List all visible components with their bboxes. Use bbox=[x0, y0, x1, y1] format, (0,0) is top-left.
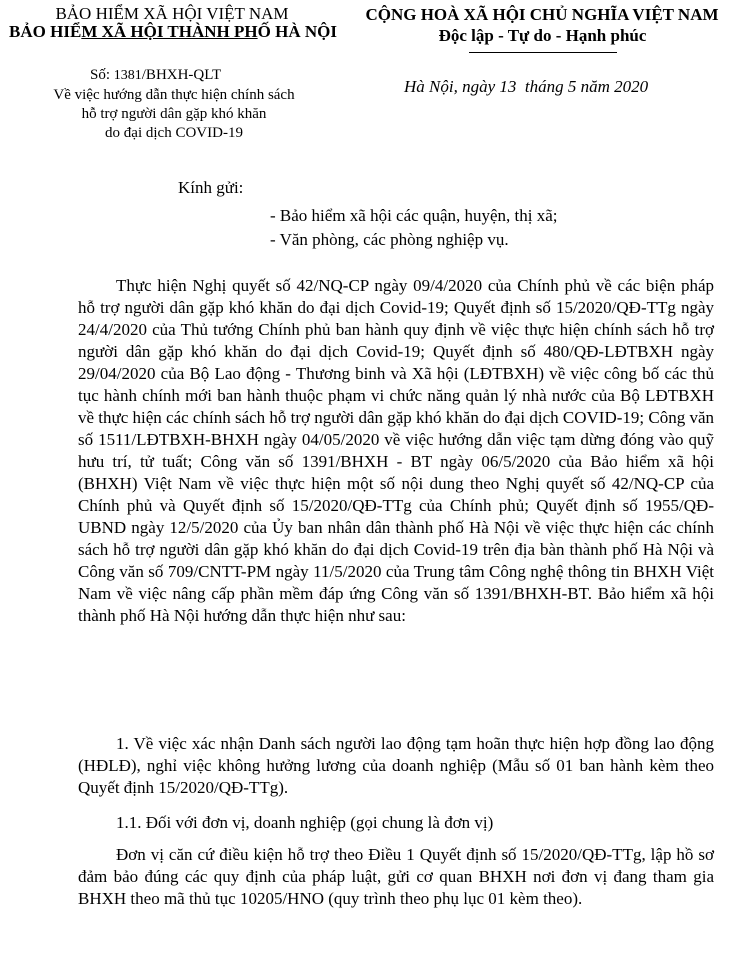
intro-paragraph: Thực hiện Nghị quyết số 42/NQ-CP ngày 09/4/2020 của Chính phủ về các biện pháp hỗ trợ người dân gặp khó khăn do đại dịch Covid-19; Quyết định số 15/2020/QĐ-TTg ngày 24/4/2020 của Thủ tướng Chính phủ ban hành quy định về việc thực hiện chính sách hỗ trợ người dân gặp khó khăn do đại dịch Covid-19; Quyết định số 480/QĐ-LĐTBXH ngày 29/04/2020 của Bộ Lao động - Thương binh và Xã hội (LĐTBXH) về việc công bố các thủ tục hành chính mới ban hành thuộc phạm vi chức năng quản lý nhà nước của Bộ LĐTBXH về thực hiện các chính sách hỗ trợ người dân gặp khó khăn do đại dịch COVID-19; Công văn số 1511/LĐTBXH-BHXH ngày 04/05/2020 về việc hướng dẫn việc tạm dừng đóng vào quỹ hưu trí, tử tuất; Công văn số 1391/BHXH - BT ngày 06/5/2020 của Bảo hiểm xã hội (BHXH) Việt Nam về việc thực hiện một số nội dung theo Nghị quyết số 42/NQ-CP của Chính phủ và Quyết định số 15/2020/QĐ-TTg của Chính phủ; Quyết định số 1955/QĐ-UBND ngày 12/5/2020 của Ủy ban nhân dân thành phố Hà Nội về việc thực hiện các chính sách hỗ trợ người dân gặp khó khăn do đại dịch Covid-19 trên địa bàn thành phố Hà Nội và Công văn số 709/CNTT-PM ngày 11/5/2020 của Trung tâm Công nghệ thông tin BHXH Việt Nam về việc nâng cấp phần mềm đáp ứng Công văn số 1391/BHXH-BT. Bảo hiểm xã hội thành phố Hà Nội hướng dẫn thực hiện như sau: bbox=[78, 276, 714, 625]
date-prefix: Hà Nội, ngày bbox=[404, 77, 496, 96]
addressee-label: Kính gửi: bbox=[178, 178, 244, 197]
nation-title: CỘNG HOÀ XÃ HỘI CHỦ NGHĨA VIỆT NAM bbox=[365, 5, 719, 24]
recipient-item: - Bảo hiểm xã hội các quận, huyện, thị xã; bbox=[270, 206, 558, 225]
date-month: 5 bbox=[567, 77, 577, 96]
motto-underline bbox=[469, 52, 617, 53]
document-number bbox=[90, 67, 221, 84]
date-day: 13 bbox=[499, 77, 517, 96]
issuer-parent-org: BẢO HIỂM XÃ HỘI VIỆT NAM bbox=[55, 4, 289, 23]
doc-no-suffix: /BHXH-QLT bbox=[141, 67, 222, 83]
doc-no-value: 1381 bbox=[113, 68, 142, 83]
doc-no-label: Số: bbox=[90, 67, 111, 83]
unit-paragraph: Đơn vị căn cứ điều kiện hỗ trợ theo Điều 1 Quyết định số 15/2020/QĐ-TTg, lập hồ sơ đảm bảo đúng các quy định của pháp luật, gửi cơ quan BHXH nơi đơn vị đang tham gia BHXH theo mã thủ tục 10205/HNO (quy trình theo phụ lục 01 kèm theo). bbox=[78, 845, 714, 908]
date-year: năm 2020 bbox=[580, 77, 649, 96]
issuer-org-part3: Ố HÀ NỘI bbox=[257, 22, 337, 41]
document-date bbox=[404, 77, 648, 97]
section-1-1-heading: 1.1. Đối với đơn vị, doanh nghiệp (gọi chung là đơn vị) bbox=[116, 813, 494, 832]
subject-line: Về việc hướng dẫn thực hiện chính sách bbox=[53, 87, 295, 103]
issuer-org-part2: M XÃ HỘI THÀNH PH bbox=[81, 22, 258, 41]
nation-motto: Độc lập - Tự do - Hạnh phúc bbox=[438, 26, 647, 45]
issuer-org bbox=[8, 22, 338, 42]
document-subject bbox=[24, 86, 324, 143]
subject-line: hỗ trợ người dân gặp khó khăn bbox=[81, 106, 267, 122]
recipient-item: - Văn phòng, các phòng nghiệp vụ. bbox=[270, 230, 509, 249]
section-1-heading: 1. Về việc xác nhận Danh sách người lao động tạm hoãn thực hiện hợp đồng lao động (HĐLĐ), nghỉ việc không hưởng lương của doanh nghiệp (Mẫu số 01 ban hành kèm theo Quyết định 15/2020/QĐ-TTg). bbox=[78, 734, 714, 797]
issuer-org-part1: BẢO HIỂ bbox=[9, 22, 82, 41]
subject-line: do đại dịch COVID-19 bbox=[105, 125, 243, 141]
date-month-label: tháng bbox=[524, 77, 564, 96]
